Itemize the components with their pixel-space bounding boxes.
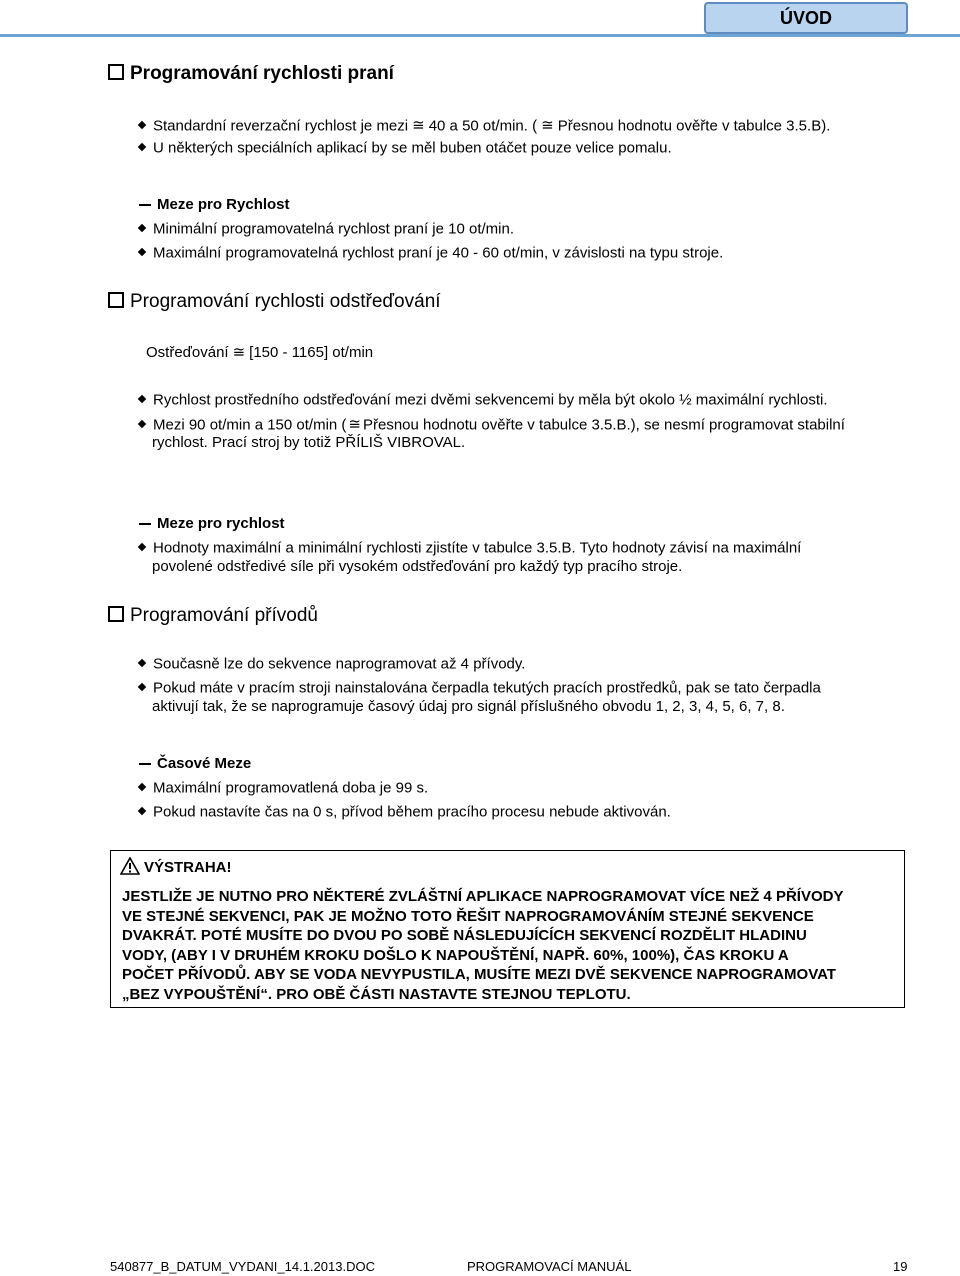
diamond-bullet-icon	[138, 248, 146, 256]
heading-supplies: Programování přívodů	[108, 605, 318, 627]
warning-text: JESTLIŽE JE NUTNO PRO NĚKTERÉ ZVLÁŠTNÍ APLIKACE NAPROGRAMOVAT VÍCE NEŽ 4 PŘÍVODY VE STEJNÉ SEKVENCI, PAK JE MOŽNO TOTO ŘEŠIT NAPROGRAMOVÁNÍM STEJNÉ SEKVENCE DVAKRÁT. POTÉ MUSÍTE DO DVOU PO SOBĚ NÁSLEDUJÍCÍCH SEKVENCÍ ROZDĚLIT HLADINU VODY, (ABY I V DRUHÉM KROKU DOŠLO K NAPOUŠTĚNÍ, NAPŘ. 60%, 100%), ČAS KROKU A POČET PŘÍVODŮ. ABY SE VODA NEVYPUSTILA, MUSÍTE MEZI DVĚ SEKVENCE NAPROGRAMOVAT „BEZ VYPOUŠTĚNÍ“. PRO OBĚ ČÁSTI NASTAVTE STEJNOU TEPLOTU.	[122, 888, 844, 1003]
bullet-max-speed: Maximální programovatelná rychlost praní je 40 - 60 ot/min, v závislosti na typu stroje.	[136, 244, 723, 262]
heading-spin-speed: Programování rychlosti odstřeďování	[108, 291, 441, 313]
diamond-bullet-icon	[138, 143, 146, 151]
bullet-zero-time: Pokud nastavíte čas na 0 s, přívod během pracího procesu nebude aktivován.	[136, 803, 671, 821]
bullet-middle-spin: Rychlost prostředního odstřeďování mezi dvěmi sekvencemi by měla být okolo ½ maximální rychlosti.	[136, 391, 828, 409]
bullet-supplies-count: Současně lze do sekvence naprogramovat až 4 přívody.	[136, 655, 525, 673]
diamond-bullet-icon	[138, 783, 146, 791]
approx-symbol: ≅	[541, 117, 554, 134]
bullet-min-speed: Minimální programovatelná rychlost praní je 10 ot/min.	[136, 220, 514, 238]
diamond-bullet-icon	[138, 121, 146, 129]
bullet-forbidden-range: Mezi 90 ot/min a 150 ot/min ( ≅ Přesnou hodnotu ověřte v tabulce 3.5.B.), se nesmí programovat stabilní	[136, 415, 845, 434]
subheading-speed-limits: Meze pro Rychlost	[139, 196, 290, 213]
diamond-bullet-icon	[138, 420, 146, 428]
warning-triangle-icon	[120, 857, 140, 879]
checkbox-icon	[108, 64, 124, 80]
checkbox-icon	[108, 292, 124, 308]
bullet-spin-limits-cont: povolené odstředivé síle při vysokém odstřeďování pro každý typ pracího stroje.	[152, 558, 683, 575]
bullet-max-time: Maximální programovatlená doba je 99 s.	[136, 779, 428, 797]
bullet-spin-limits: Hodnoty maximální a minimální rychlosti zjistíte v tabulce 3.5.B. Tyto hodnoty závisí na maximální	[136, 539, 801, 557]
heading-wash-speed: Programování rychlosti praní	[108, 63, 394, 85]
subheading-time-limits: Časové Meze	[139, 755, 251, 772]
checkbox-icon	[108, 606, 124, 622]
subheading-spin-limits: Meze pro rychlost	[139, 515, 285, 532]
diamond-bullet-icon	[138, 683, 146, 691]
diamond-bullet-icon	[138, 224, 146, 232]
bullet-pumps: Pokud máte v pracím stroji nainstalována čerpadla tekutých pracích prostředků, pak se tato čerpadla	[136, 679, 821, 697]
header-rule	[0, 34, 960, 37]
approx-symbol: ≅	[232, 344, 246, 361]
footer-page-number: 19	[893, 1259, 908, 1274]
diamond-bullet-icon	[138, 807, 146, 815]
bullet-pumps-cont: aktivují tak, že se naprogramuje časový údaj pro signál příslušného obvodu 1, 2, 3, 4, 5, 6, 7, 8.	[152, 698, 785, 715]
approx-symbol: ≅	[412, 117, 425, 134]
bullet-slow-drum: U některých speciálních aplikací by se měl buben otáčet pouze velice pomalu.	[136, 139, 672, 157]
diamond-bullet-icon	[138, 543, 146, 551]
bullet-forbidden-range-cont: rychlost. Prací stroj by totiž PŘÍLIŠ VIBROVAL.	[152, 434, 466, 451]
diamond-bullet-icon	[138, 395, 146, 403]
spin-range: Ostřeďování ≅ [150 - 1165] ot/min	[146, 344, 374, 361]
footer-doc-name: 540877_B_DATUM_VYDANI_14.1.2013.DOC	[110, 1259, 375, 1274]
warning-title: VÝSTRAHA!	[120, 857, 232, 879]
bullet-reverse-speed: Standardní reverzační rychlost je mezi ≅ 40 a 50 ot/min. ( ≅ Přesnou hodnotu ověřte v tabulce 3.5.B).	[136, 116, 830, 135]
section-badge: ÚVOD	[704, 2, 908, 34]
diamond-bullet-icon	[138, 659, 146, 667]
approx-symbol: ≅	[348, 416, 361, 433]
footer-manual-title: PROGRAMOVACÍ MANUÁL	[467, 1259, 632, 1274]
